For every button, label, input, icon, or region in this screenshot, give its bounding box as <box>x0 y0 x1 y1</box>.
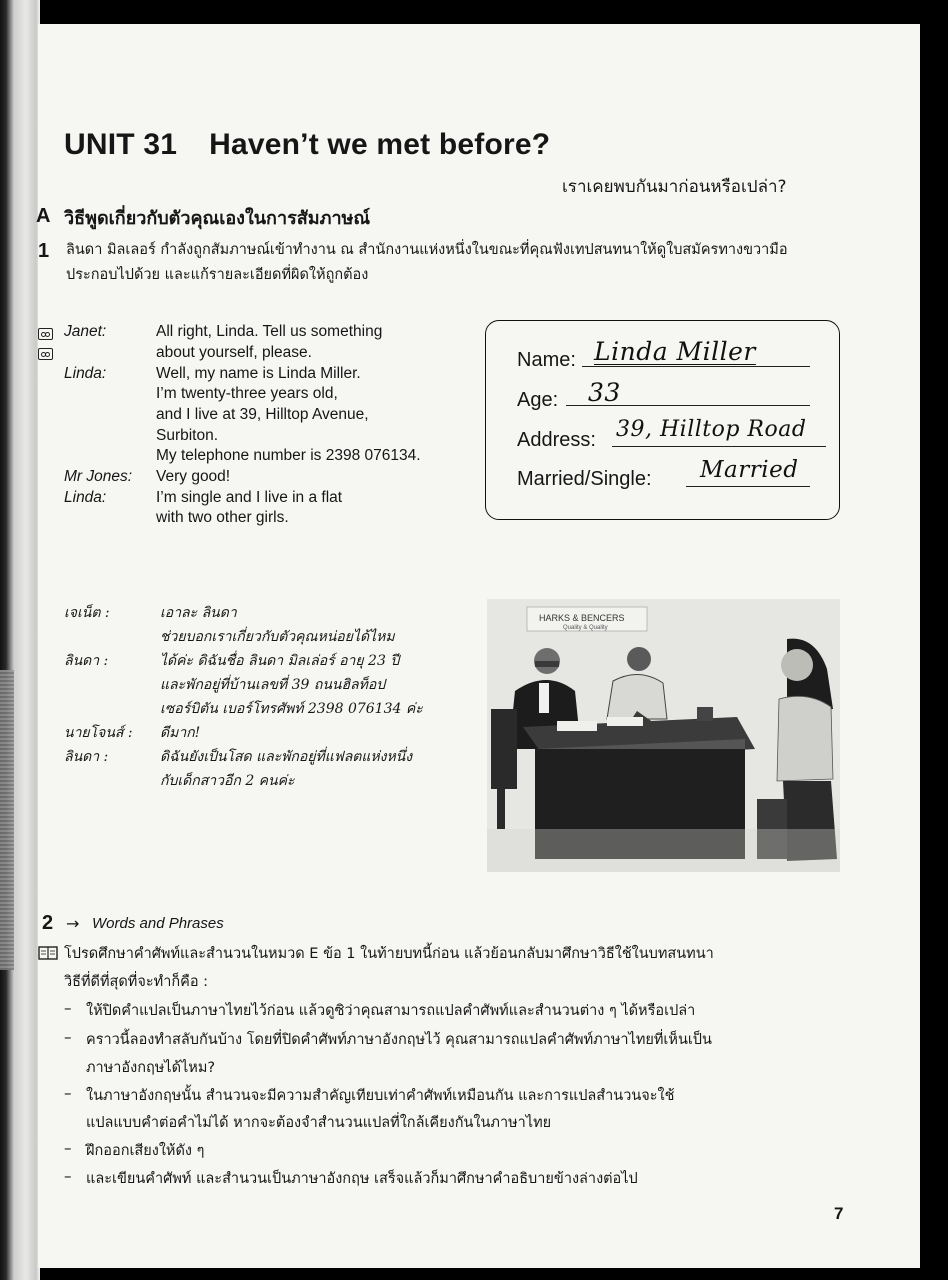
dialogue-line: All right, Linda. Tell us something <box>156 323 383 340</box>
thai-line: ช่วยบอกเราเกี่ยวกับตัวคุณหน่อยได้ไหม <box>160 629 395 645</box>
bullet-line: ฝึกออกเสียงให้ดัง ๆ <box>86 1143 205 1159</box>
speaker-janet: Janet: <box>64 323 107 340</box>
section-a-heading: วิธีพูดเกี่ยวกับตัวคุณเองในการสัมภาษณ์ <box>64 208 371 229</box>
thai-speaker-linda: ลินดา : <box>64 653 109 669</box>
form-name-value: Linda Miller <box>594 337 756 366</box>
form-address-value: 39, Hilltop Road <box>616 417 807 442</box>
bullet-dash: – <box>64 1028 72 1046</box>
bullet-dash: – <box>64 999 72 1017</box>
thai-line: และพักอยู่ที่บ้านเลขที่ 39 ถนนฮิลท็อป <box>160 677 386 693</box>
photo-shop-sign: HARKS & BENCERS <box>539 613 625 623</box>
instruction-line: ประกอบไปด้วย และแก้รายละเอียดที่ผิดให้ถูกต้อง <box>66 267 369 283</box>
book-binding-edge <box>0 0 40 1280</box>
dialogue-line: Well, my name is Linda Miller. <box>156 365 361 382</box>
form-married-value: Married <box>700 457 799 483</box>
book-icon <box>38 946 58 960</box>
unit-title <box>64 128 550 162</box>
exercise-instructions <box>66 238 866 288</box>
thai-line: ดิฉันยังเป็นโสด และพักอยู่ที่แฟลตแห่งหนึ่ง <box>160 749 413 765</box>
dialogue-line: I’m twenty-three years old, <box>156 385 338 402</box>
form-married-label: Married/Single: <box>517 468 652 490</box>
interview-photo <box>487 599 840 872</box>
form-address-label: Address: <box>517 429 596 451</box>
bullet-dash: – <box>64 1084 72 1102</box>
facing-page-photo-edge <box>0 670 14 970</box>
words-and-phrases-label: Words and Phrases <box>92 915 224 932</box>
exercise-number: 1 <box>38 240 50 262</box>
form-married-line <box>686 486 810 487</box>
dialogue-line: about yourself, please. <box>156 344 312 361</box>
form-age-label: Age: <box>517 389 559 411</box>
form-address-line <box>612 446 826 447</box>
thai-speaker-mr-jones: นายโจนส์ : <box>64 725 133 741</box>
unit-thai-subtitle: เราเคยพบกันมาก่อนหรือเปล่า? <box>562 177 787 197</box>
bullet-dash: – <box>64 1139 72 1157</box>
bullet-line: ในภาษาอังกฤษนั้น สำนวนจะมีความสำคัญเทียบเท่าคำศัพท์เหมือนกัน และการแปลสำนวนจะใช้ <box>86 1088 675 1104</box>
speaker-mr-jones: Mr Jones: <box>64 468 133 485</box>
section-2-intro-line: โปรดศึกษาคำศัพท์และสำนวนในหมวด E ข้อ 1 ในท้ายบทนี้ก่อน แล้วย้อนกลับมาศึกษาวิธีใช้ในบทสนทนา <box>64 946 714 962</box>
bullet-line: ภาษาอังกฤษได้ไหม? <box>86 1060 216 1076</box>
bullet-line: คราวนี้ลองทำสลับกันบ้าง โดยที่ปิดคำศัพท์ภาษาอังกฤษไว้ คุณสามารถแปลคำศัพท์ภาษาไทยที่เห็นเป็น <box>86 1032 712 1048</box>
bullet-line: แปลแบบคำต่อคำไม่ได้ หากจะต้องจำสำนวนแปลที่ใกล้เคียงกันในภาษาไทย <box>86 1115 552 1131</box>
thai-speaker-linda: ลินดา : <box>64 749 109 765</box>
dialogue-line: Very good! <box>156 468 231 485</box>
dialogue-line: I’m single and I live in a flat <box>156 489 343 506</box>
speaker-linda: Linda: <box>64 365 107 382</box>
thai-line: เอาละ ลินดา <box>160 605 237 621</box>
instruction-line: ลินดา มิลเลอร์ กำลังถูกสัมภาษณ์เข้าทำงาน ณ สำนักงานแห่งหนึ่งในขณะที่คุณฟังเทปสนทนาให้ดูใบสมัครทางขวามือ <box>66 242 788 258</box>
interview-scene-illustration <box>487 599 840 872</box>
section-2-intro-line: วิธีที่ดีที่สุดที่จะทำก็คือ : <box>64 974 209 990</box>
exercise-2-number: 2 <box>42 912 54 934</box>
dialogue-line: Surbiton. <box>156 427 219 444</box>
photo-shop-sign-tagline: Quality & Quality <box>563 625 608 631</box>
bullet-dash: – <box>64 1167 72 1185</box>
thai-line: กับเด็กสาวอีก 2 คนค่ะ <box>160 773 295 789</box>
thai-line: ได้ค่ะ ดิฉันชื่อ ลินดา มิลเล่อร์ อายุ 23 ปี <box>160 653 400 669</box>
arrow-right-icon: → <box>66 914 80 933</box>
speaker-linda: Linda: <box>64 489 107 506</box>
unit-number: UNIT 31 <box>64 128 178 161</box>
thai-speaker-janet: เจเน็ต : <box>64 605 110 621</box>
bullet-line: และเขียนคำศัพท์ และสำนวนเป็นภาษาอังกฤษ เสร็จแล้วก็มาศึกษาคำอธิบายข้างล่างต่อไป <box>86 1171 638 1187</box>
bullet-line: ให้ปิดคำแปลเป็นภาษาไทยไว้ก่อน แล้วดูซิว่าคุณสามารถแปลคำศัพท์และสำนวนต่าง ๆ ได้หรือเปล่า <box>86 1003 696 1019</box>
section-a-marker: A <box>36 205 51 227</box>
thai-line: ดีมาก! <box>160 725 201 741</box>
dialogue-line: My telephone number is 2398 076134. <box>156 447 421 464</box>
dialogue-line: and I live at 39, Hilltop Avenue, <box>156 406 369 423</box>
page-number: 7 <box>834 1204 844 1223</box>
form-name-line <box>582 366 810 367</box>
thai-line: เซอร์บิตัน เบอร์โทรศัพท์ 2398 076134 ค่ะ <box>160 701 423 717</box>
cassette-icon <box>38 348 53 360</box>
dialogue-line: with two other girls. <box>156 509 289 526</box>
form-age-value: 33 <box>588 378 621 407</box>
cassette-icon <box>38 328 53 340</box>
unit-title-text: Haven’t we met before? <box>209 128 551 161</box>
form-name-label: Name: <box>517 349 576 371</box>
